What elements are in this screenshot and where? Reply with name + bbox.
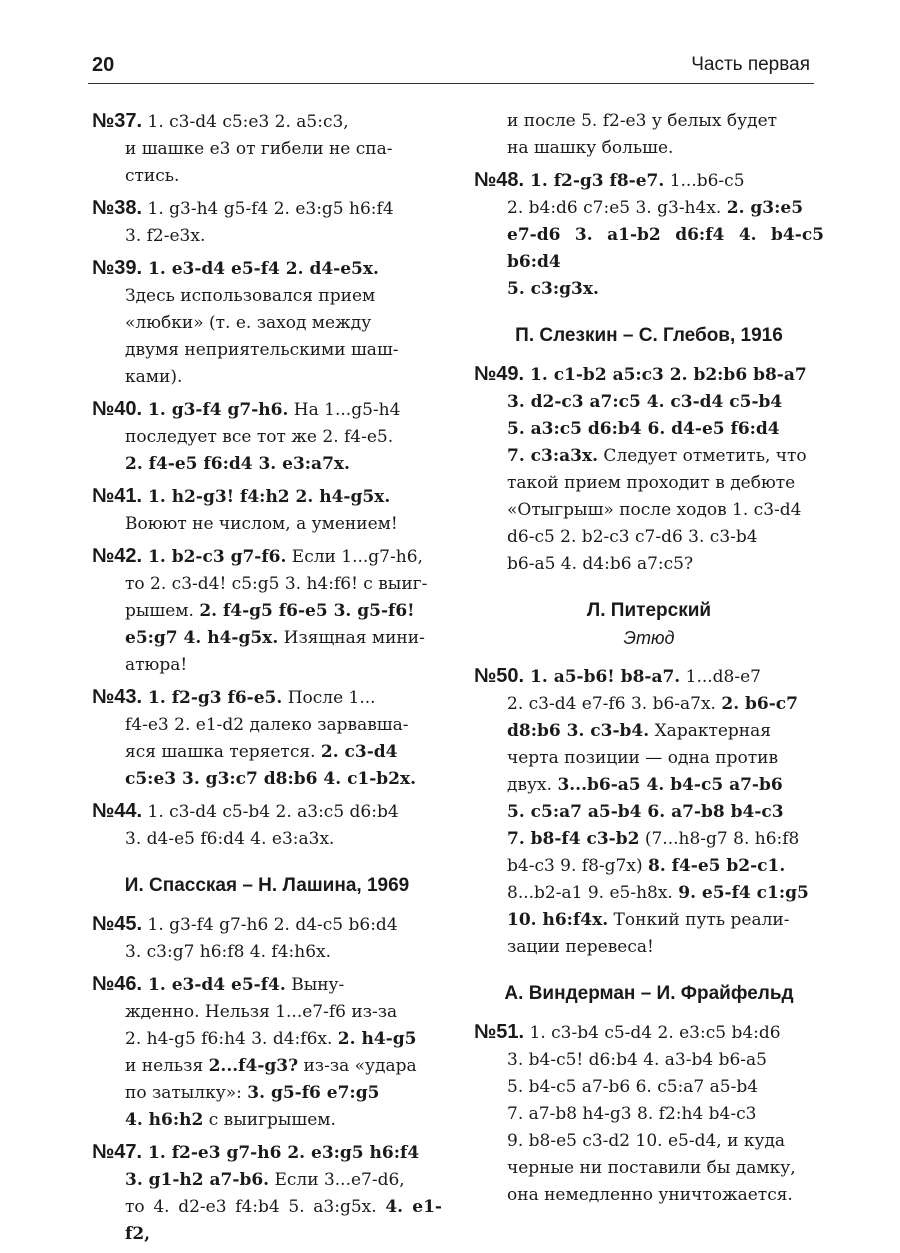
text-line — [92, 451, 442, 478]
commentary-text: 3. d4-e5 f6:d4 4. e3:a3x. — [125, 829, 335, 849]
problem-entry — [474, 663, 824, 961]
text-line — [92, 108, 442, 136]
text-line — [92, 739, 442, 766]
problem-number: №44. — [92, 800, 143, 822]
text-line — [92, 766, 442, 793]
commentary-text: 1...b6-c5 — [664, 171, 745, 191]
commentary-text: 1. g3-f4 g7-h6 2. d4-c5 b6:d4 — [142, 915, 398, 935]
text-line — [92, 136, 442, 163]
commentary-text: из-за «удара — [298, 1056, 417, 1076]
problem-number: №51. — [474, 1021, 525, 1043]
problem-entry — [92, 684, 442, 793]
move-text-bold: 3. g1-h2 a7-b6. — [125, 1170, 270, 1190]
text-line — [474, 195, 824, 222]
commentary-text: 1. c3-b4 c5-d4 2. e3:c5 b4:d6 — [524, 1023, 781, 1043]
text-line — [92, 598, 442, 625]
text-line — [474, 1074, 824, 1101]
text-line — [474, 1047, 824, 1074]
text-line — [474, 826, 824, 853]
text-line — [474, 1155, 824, 1182]
move-text-bold: c5:e3 3. g3:c7 d8:b6 4. c1-b2x. — [125, 769, 417, 789]
commentary-text: На 1...g5-h4 — [288, 400, 401, 420]
text-line — [92, 1080, 442, 1107]
move-text-bold: 1. h2-g3! f4:h2 2. h4-g5x. — [142, 487, 391, 507]
problem-number: №47. — [92, 1141, 143, 1163]
move-text-bold: 1. f2-g3 f8-e7. — [524, 171, 665, 191]
move-text-bold: 2. f4-g5 f6-e5 3. g5-f6! — [199, 601, 415, 621]
commentary-text: двух. — [507, 775, 558, 795]
problem-entry — [92, 483, 442, 538]
commentary-text: 2. c3-d4 e7-f6 3. b6-a7x. — [507, 694, 722, 714]
commentary-text: на шашку больше. — [507, 138, 674, 158]
commentary-text: жденно. Нельзя 1...e7-f6 из-за — [125, 1002, 398, 1022]
text-line — [474, 135, 824, 162]
move-text-bold: 2. g3:e5 — [726, 198, 804, 218]
text-line — [92, 364, 442, 391]
text-line — [474, 524, 824, 551]
commentary-text: Воюют не числом, а умением! — [125, 514, 398, 534]
commentary-text: Если 3...e7-d6, — [269, 1170, 405, 1190]
left-column — [92, 108, 442, 1253]
commentary-text: яся шашка теряется. — [125, 742, 321, 762]
move-text-bold: 7. b8-f4 c3-b2 — [507, 829, 640, 849]
text-line — [92, 999, 442, 1026]
move-text-bold: 1. c1-b2 a5:c3 2. b2:b6 b8-a7 — [524, 365, 807, 385]
move-text-bold: e5:g7 4. h4-g5x. — [125, 628, 279, 648]
problem-number: №37. — [92, 110, 143, 132]
commentary-text: то 2. c3-d4! c5:g5 3. h4:f6! с выиг- — [125, 574, 428, 594]
commentary-text: Если 1...g7-h6, — [286, 547, 423, 567]
commentary-text: рышем. — [125, 601, 200, 621]
text-line — [92, 1026, 442, 1053]
problem-entry — [92, 798, 442, 853]
commentary-text: Изящная мини- — [278, 628, 425, 648]
move-text-bold: 2...f4-g3? — [208, 1056, 299, 1076]
commentary-text: После 1... — [282, 688, 376, 708]
text-line — [474, 361, 824, 389]
problem-number: №38. — [92, 197, 143, 219]
commentary-text: 7. a7-b8 h4-g3 8. f2:h4 b4-c3 — [507, 1104, 757, 1124]
text-line — [474, 470, 824, 497]
text-line — [474, 167, 824, 195]
text-line — [474, 443, 824, 470]
page-header — [92, 48, 810, 84]
move-text-bold: e7-d6 3. a1-b2 d6:f4 4. b4-c5 b6:d4 — [507, 225, 824, 272]
text-line — [92, 971, 442, 999]
text-line — [474, 222, 824, 276]
move-text-bold: 7. c3:a3x. — [507, 446, 599, 466]
commentary-text: 1. c3-d4 c5:e3 2. a5:c3, — [142, 112, 349, 132]
section-heading: А. Виндерман – И. Фрайфельд — [504, 983, 794, 1004]
commentary-text: то 4. d2-e3 f4:b4 5. a3:g5x. — [125, 1197, 386, 1217]
move-text-bold: 10. h6:f4x. — [507, 910, 609, 930]
move-text-bold: 1. g3-f4 g7-h6. — [142, 400, 289, 420]
text-line — [474, 1182, 824, 1209]
problem-entry — [92, 108, 442, 190]
commentary-text: «любки» (т. е. заход между — [125, 313, 372, 333]
commentary-text: 3. c3:g7 h6:f8 4. f4:h6x. — [125, 942, 332, 962]
commentary-text: черные ни поставили бы дамку, — [507, 1158, 796, 1178]
commentary-text: 1. c3-d4 c5-b4 2. a3:c5 d6:b4 — [142, 802, 399, 822]
commentary-text: и после 5. f2-e3 у белых будет — [507, 111, 778, 131]
commentary-text: стись. — [125, 166, 180, 186]
move-text-bold: 1. f2-e3 g7-h6 2. e3:g5 h6:f4 — [142, 1143, 420, 1163]
text-line — [92, 1167, 442, 1194]
commentary-text: 8...b2-a1 9. e5-h8x. — [507, 883, 679, 903]
commentary-text: 3. b4-c5! d6:b4 4. a3-b4 b6-a5 — [507, 1050, 767, 1070]
text-line — [92, 571, 442, 598]
commentary-text: 1...d8-e7 — [680, 667, 761, 687]
problem-number: №46. — [92, 973, 143, 995]
problem-entry — [92, 971, 442, 1134]
text-line — [92, 195, 442, 223]
move-text-bold: 5. c5:a7 a5-b4 6. a7-b8 b4-c3 — [507, 802, 784, 822]
text-line — [474, 108, 824, 135]
text-line — [92, 625, 442, 652]
text-line — [474, 1101, 824, 1128]
move-text-bold: 1. b2-c3 g7-f6. — [142, 547, 287, 567]
commentary-text: 1. g3-h4 g5-f4 2. e3:g5 h6:f4 — [142, 199, 394, 219]
text-line — [92, 337, 442, 364]
text-line — [474, 497, 824, 524]
text-line — [474, 718, 824, 745]
move-text-bold: 3...b6-a5 4. b4-c5 a7-b6 — [557, 775, 783, 795]
move-text-bold: 5. a3:c5 d6:b4 6. d4-e5 f6:d4 — [507, 419, 780, 439]
text-line — [92, 396, 442, 424]
text-line — [92, 1139, 442, 1167]
commentary-text: 2. b4:d6 c7:e5 3. g3-h4x. — [507, 198, 727, 218]
commentary-text: (7...h8-g7 8. h6:f8 — [639, 829, 800, 849]
text-line — [92, 911, 442, 939]
move-text-bold: 2. b6-c7 — [721, 694, 798, 714]
commentary-text: зации перевеса! — [507, 937, 654, 957]
commentary-text: Тонкий путь реали- — [608, 910, 790, 930]
text-line — [92, 163, 442, 190]
problem-entry — [92, 911, 442, 966]
problem-entry — [92, 195, 442, 250]
text-line — [92, 652, 442, 679]
text-line — [92, 283, 442, 310]
commentary-text: и шашке е3 от гибели не спа- — [125, 139, 393, 159]
move-text-bold: 4. h6:h2 — [125, 1110, 204, 1130]
move-text-bold: d8:b6 3. c3-b4. — [507, 721, 650, 741]
text-line — [92, 483, 442, 511]
text-line — [474, 745, 824, 772]
commentary-text: Здесь использовался прием — [125, 286, 376, 306]
problem-entry — [92, 396, 442, 478]
running-title: Часть первая — [691, 54, 810, 75]
commentary-text: b6-a5 4. d4:b6 a7:c5? — [507, 554, 694, 574]
section-heading: Л. Питерский — [586, 600, 712, 621]
text-line — [92, 223, 442, 250]
text-line — [474, 389, 824, 416]
commentary-text: Выну- — [285, 975, 345, 995]
commentary-text: Следует отметить, что — [598, 446, 807, 466]
text-line — [474, 799, 824, 826]
commentary-text: по затылку»: — [125, 1083, 248, 1103]
continuation-text — [474, 108, 824, 162]
text-line — [92, 1194, 442, 1248]
text-line — [92, 684, 442, 712]
commentary-text: 3. f2-e3x. — [125, 226, 206, 246]
move-text-bold: 1. a5-b6! b8-a7. — [524, 667, 681, 687]
header-rule — [88, 83, 814, 84]
commentary-text: и нельзя — [125, 1056, 209, 1076]
section-heading: П. Слезкин – С. Глебов, 1916 — [515, 325, 783, 346]
commentary-text: такой прием проходит в дебюте — [507, 473, 796, 493]
move-text-bold: 9. e5-f4 c1:g5 — [678, 883, 809, 903]
commentary-text: f4-e3 2. e1-d2 далеко зарвавша- — [125, 715, 409, 735]
problem-number: №48. — [474, 169, 525, 191]
problem-number: №39. — [92, 257, 143, 279]
problem-entry — [474, 361, 824, 578]
text-line — [92, 424, 442, 451]
problem-entry — [474, 167, 824, 303]
move-text-bold: 3. d2-c3 a7:c5 4. c3-d4 c5-b4 — [507, 392, 783, 412]
text-line — [92, 543, 442, 571]
text-line — [474, 663, 824, 691]
problem-number: №50. — [474, 665, 525, 687]
move-text-bold: 1. e3-d4 e5-f4. — [142, 975, 286, 995]
commentary-text: она немедленно уничтожается. — [507, 1185, 793, 1205]
commentary-text: двумя неприятельскими шаш- — [125, 340, 399, 360]
commentary-text: b4-c3 9. f8-g7x) — [507, 856, 648, 876]
move-text-bold: 2. h4-g5 — [337, 1029, 417, 1049]
text-line — [474, 276, 824, 303]
text-line — [92, 826, 442, 853]
text-line — [92, 310, 442, 337]
commentary-text: 5. b4-c5 a7-b6 6. c5:a7 a5-b4 — [507, 1077, 759, 1097]
right-column — [474, 108, 824, 1214]
problem-number: №45. — [92, 913, 143, 935]
move-text-bold: 1. f2-g3 f6-e5. — [142, 688, 283, 708]
section-subheading: Этюд — [623, 628, 675, 648]
commentary-text: последует все тот же 2. f4-e5. — [125, 427, 394, 447]
text-line — [92, 712, 442, 739]
move-text-bold: 5. c3:g3x. — [507, 279, 599, 299]
problem-number: №43. — [92, 686, 143, 708]
commentary-text: черта позиции — одна против — [507, 748, 779, 768]
problem-number: №42. — [92, 545, 143, 567]
move-text-bold: 4. e1-f2, — [125, 1197, 442, 1244]
problem-number: №40. — [92, 398, 143, 420]
text-line — [474, 772, 824, 799]
commentary-text: «Отыгрыш» после ходов 1. c3-d4 — [507, 500, 802, 520]
section-heading: И. Спасская – Н. Лашина, 1969 — [124, 875, 410, 896]
commentary-text: с выигрышем. — [203, 1110, 336, 1130]
text-line — [474, 551, 824, 578]
problem-entry — [474, 1019, 824, 1209]
page-number: 20 — [92, 54, 115, 76]
move-text-bold: 1. e3-d4 e5-f4 2. d4-e5x. — [142, 259, 379, 279]
commentary-text: ками). — [125, 367, 183, 387]
text-line — [92, 255, 442, 283]
text-line — [474, 1128, 824, 1155]
commentary-text: d6-c5 2. b2-c3 c7-d6 3. c3-b4 — [507, 527, 758, 547]
move-text-bold: 2. c3-d4 — [320, 742, 398, 762]
text-line — [474, 691, 824, 718]
text-line — [92, 511, 442, 538]
text-line — [474, 416, 824, 443]
text-line — [92, 1053, 442, 1080]
problem-entry — [92, 543, 442, 679]
move-text-bold: 3. g5-f6 e7:g5 — [247, 1083, 380, 1103]
problem-number: №41. — [92, 485, 143, 507]
move-text-bold: 2. f4-e5 f6:d4 3. e3:a7x. — [125, 454, 350, 474]
problem-number: №49. — [474, 363, 525, 385]
commentary-text: атюра! — [125, 655, 188, 675]
problem-entry — [92, 1139, 442, 1248]
text-line — [92, 1107, 442, 1134]
commentary-text: 9. b8-e5 c3-d2 10. e5-d4, и куда — [507, 1131, 786, 1151]
text-line — [92, 798, 442, 826]
problem-entry — [92, 255, 442, 391]
text-line — [474, 880, 824, 907]
commentary-text: Характерная — [649, 721, 771, 741]
move-text-bold: 8. f4-e5 b2-c1. — [647, 856, 786, 876]
text-line — [474, 1019, 824, 1047]
text-line — [474, 934, 824, 961]
text-line — [474, 907, 824, 934]
text-line — [474, 853, 824, 880]
commentary-text: 2. h4-g5 f6:h4 3. d4:f6x. — [125, 1029, 338, 1049]
text-line — [92, 939, 442, 966]
